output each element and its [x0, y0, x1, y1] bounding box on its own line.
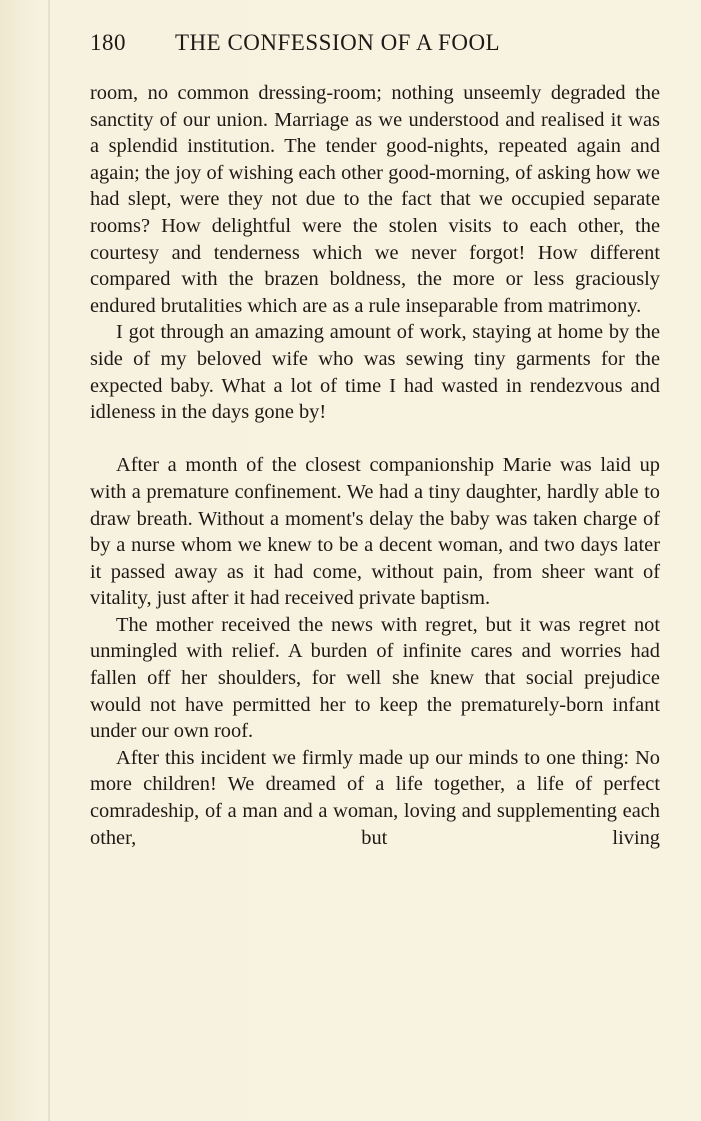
paragraph-5: After this incident we firmly made up our minds to one thing: No more children! We dreamed of a life together, a life of perfect comradeship, of a man and a woman, loving and supplementing each other, but living	[90, 746, 660, 849]
paragraph-4: The mother received the news with regret, but it was regret not unmingled with relief. A burden of infinite cares and worries had fallen off her shoulders, for well she knew that social prejudice would not have permitted her to keep the prematurely-born infant under our own roof.	[90, 613, 660, 743]
gutter-shadow	[48, 0, 50, 1121]
running-head	[90, 30, 590, 56]
paragraph-3: After a month of the closest companionship Marie was laid up with a premature confinement. We had a tiny daughter, hardly able to draw breath. Without a moment's delay the baby was taken charge of by a nurse whom we knew to be a decent woman, and two days later it passed away as it had come, without pain, from sheer want of vitality, just after it had received private baptism.	[90, 454, 660, 610]
body-text	[90, 80, 660, 851]
book-title: THE CONFESSION OF A FOOL	[175, 30, 501, 55]
paragraph-1: room, no common dressing-room; nothing unseemly degraded the sanctity of our union. Marriage as we understood and realised it was a splendid institution. The tender good-nights, repeated again and again; the joy of wishing each other good-morning, of asking how we had slept, were they not due to the fact that we occupied separate rooms? How delightful were the stolen visits to each other, the courtesy and tenderness which we never forgot! How different compared with the brazen boldness, the more or less graciously endured brutalities which are as a rule inseparable from matrimony.	[90, 82, 660, 317]
section-break	[90, 426, 660, 453]
page-number: 180	[90, 30, 126, 55]
paragraph-2: I got through an amazing amount of work, staying at home by the side of my beloved wife who was sewing tiny garments for the expected baby. What a lot of time I had wasted in rendezvous and idleness in the days gone by!	[90, 321, 660, 424]
